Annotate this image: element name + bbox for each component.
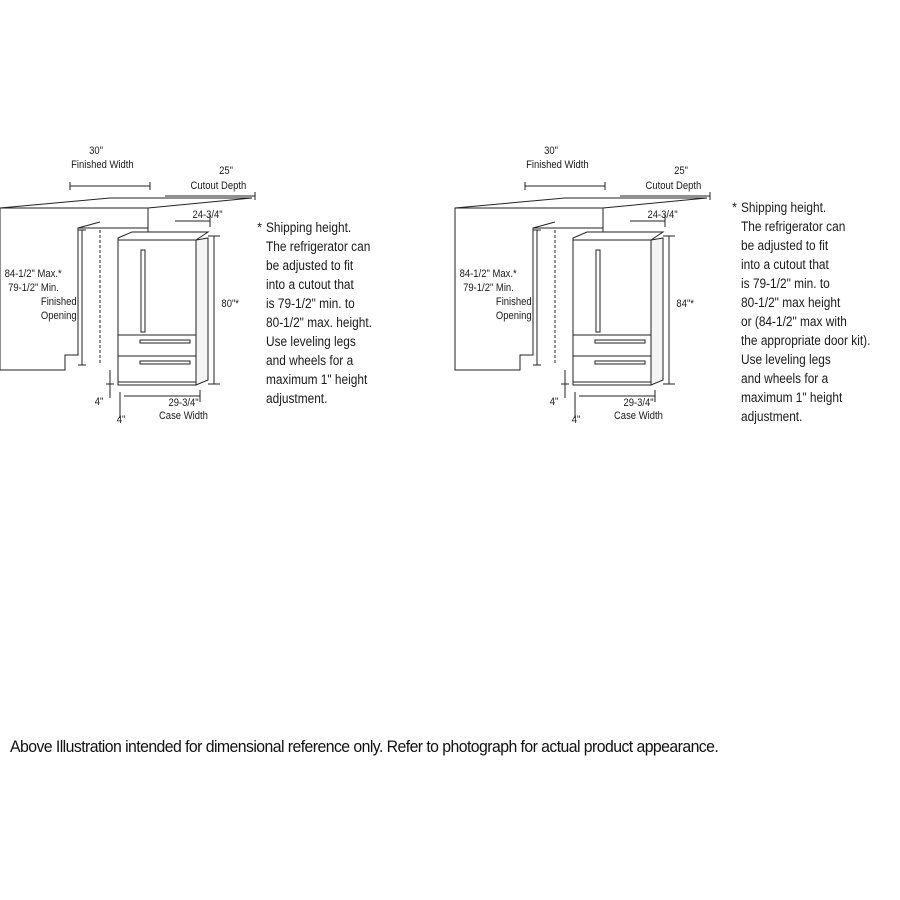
note-line: Shipping height.	[266, 220, 352, 235]
note-asterisk: *	[732, 200, 737, 215]
unit-height-value: 84"*	[676, 298, 694, 310]
note-line: into a cutout that	[741, 257, 829, 272]
cutout-depth-value: 25"	[674, 165, 689, 177]
drawer-handle-lower	[595, 361, 645, 364]
drawer-handle-upper	[595, 340, 645, 343]
toe-height-value: 4"	[94, 396, 104, 408]
note-line: maximum 1" height	[741, 390, 843, 405]
diagram-left	[0, 0, 450, 450]
note-line: 80-1/2" max height	[741, 295, 841, 310]
opening-max-value: 84-1/2" Max.*	[459, 268, 517, 280]
note-line: be adjusted to fit	[266, 258, 354, 273]
fridge-side	[651, 238, 663, 385]
note-line: Shipping height.	[741, 200, 827, 215]
note-line: Use leveling legs	[266, 334, 356, 349]
note-asterisk: *	[257, 220, 262, 235]
toe-height-value: 4"	[549, 396, 559, 408]
cabinet-top	[455, 198, 707, 208]
finished-width-value: 30"	[89, 145, 104, 157]
drawer-handle-lower	[140, 361, 190, 364]
note-line: adjustment.	[741, 409, 803, 424]
finished-width-label: Finished Width	[71, 159, 134, 171]
opening-label-1: Finished	[40, 296, 77, 308]
opening-label-2: Opening	[495, 310, 532, 322]
opening-max-value: 84-1/2" Max.*	[4, 268, 62, 280]
note-line: be adjusted to fit	[741, 238, 829, 253]
finished-width-label: Finished Width	[526, 159, 589, 171]
finished-width-value: 30"	[544, 145, 559, 157]
cabinet-drawing	[0, 0, 450, 450]
cabinet-top	[0, 198, 252, 208]
cutout-depth-label: Cutout Depth	[190, 180, 247, 192]
drawer-handle-upper	[140, 340, 190, 343]
opening-label-2: Opening	[40, 310, 77, 322]
note-line: 80-1/2" max. height.	[266, 315, 372, 330]
note-line: The refrigerator can	[266, 239, 371, 254]
case-depth-value: 24-3/4"	[647, 209, 678, 221]
case-depth-value: 24-3/4"	[192, 209, 223, 221]
case-width-value: 29-3/4"	[168, 397, 199, 409]
fridge-top	[573, 232, 663, 240]
note-line: maximum 1" height	[266, 372, 368, 387]
note-line: or (84-1/2" max with	[741, 314, 847, 329]
toe-depth-value: 4"	[571, 414, 581, 426]
case-width-label: Case Width	[613, 410, 663, 422]
door-handle	[141, 250, 145, 332]
toe-depth-value: 4"	[116, 414, 126, 426]
case-width-label: Case Width	[158, 410, 208, 422]
cutout-depth-value: 25"	[219, 165, 234, 177]
door-handle	[596, 250, 600, 332]
opening-label-1: Finished	[495, 296, 532, 308]
cutout-depth-label: Cutout Depth	[645, 180, 702, 192]
note-line: adjustment.	[266, 391, 328, 406]
note-line: and wheels for a	[266, 353, 354, 368]
shipping-note	[732, 198, 871, 426]
note-line: and wheels for a	[741, 371, 829, 386]
note-line: is 79-1/2" min. to	[741, 276, 830, 291]
opening-min-value: 79-1/2" Min.	[8, 282, 59, 294]
unit-height-value: 80"*	[221, 298, 239, 310]
note-line: The refrigerator can	[741, 219, 846, 234]
fridge-side	[196, 238, 208, 385]
note-line: is 79-1/2" min. to	[266, 296, 355, 311]
case-width-value: 29-3/4"	[623, 397, 654, 409]
shipping-note	[257, 218, 372, 408]
diagram-right	[455, 0, 900, 450]
opening-min-value: 79-1/2" Min.	[463, 282, 514, 294]
disclaimer-caption: Above Illustration intended for dimensional reference only. Refer to photograph for actual product appearance.	[10, 737, 719, 756]
note-line: Use leveling legs	[741, 352, 831, 367]
fridge-top	[118, 232, 208, 240]
note-line: into a cutout that	[266, 277, 354, 292]
note-line: the appropriate door kit).	[741, 333, 871, 348]
